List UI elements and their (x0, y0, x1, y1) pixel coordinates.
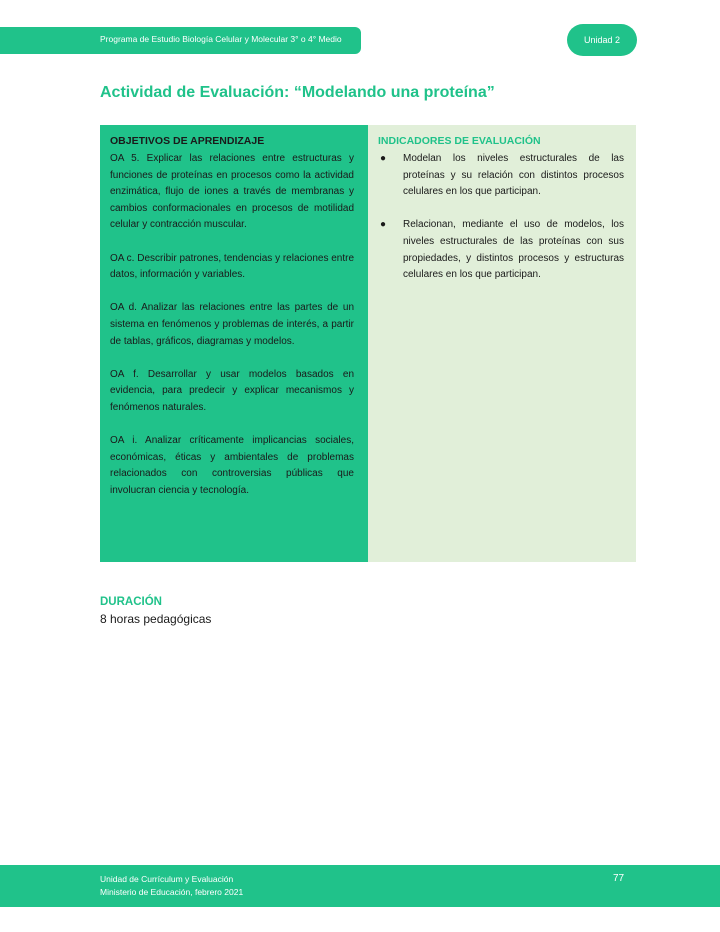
footer-ministry: Ministerio de Educación, febrero 2021 (100, 887, 244, 897)
objective-item: OA 5. Explicar las relaciones entre estructuras y funciones de proteínas en procesos como la actividad enzimática, flujo de iones a través de membranas y cambios conformacionales en procesos de motilidad celular y contracción muscular. (110, 153, 354, 231)
objective-item: OA i. Analizar críticamente implicancias sociales, económicas, éticas y ambientales de problemas relacionados con controversias públicas que involucran ciencia y tecnología. (110, 435, 354, 496)
indicator-text: Relacionan, mediante el uso de modelos, los niveles estructurales de las proteínas con sus propiedades, y distintos procesos y estructuras celulares en los que participan. (403, 219, 624, 281)
footer-bar (0, 865, 720, 907)
indicators-heading: INDICADORES DE EVALUACIÓN (378, 135, 541, 147)
page-title: Actividad de Evaluación: “Modelando una proteína” (100, 84, 495, 101)
indicator-item (378, 217, 624, 283)
bullet-icon: ● (380, 219, 387, 231)
indicators-list (378, 151, 624, 284)
objective-item: OA f. Desarrollar y usar modelos basados en evidencia, para predecir y explicar mecanismos y fenómenos naturales. (110, 368, 354, 413)
objective-item: OA c. Describir patrones, tendencias y relaciones entre datos, información y variables. (110, 252, 355, 281)
program-title: Programa de Estudio Biología Celular y Molecular 3° o 4° Medio (100, 34, 342, 44)
page-number: 77 (613, 873, 625, 884)
duration-value: 8 horas pedagógicas (100, 612, 212, 626)
duration-label: DURACIÓN (100, 596, 162, 608)
footer-unit: Unidad de Currículum y Evaluación (100, 874, 234, 884)
objectives-panel (100, 125, 368, 562)
bullet-icon: ● (380, 153, 387, 164)
indicator-text: Modelan los niveles estructurales de las proteínas y su relación con distintos procesos celulares en los que participan. (403, 153, 624, 198)
indicators-panel (368, 125, 636, 562)
objectives-heading: OBJETIVOS DE APRENDIZAJE (110, 135, 265, 147)
unit-badge: Unidad 2 (567, 24, 637, 56)
indicator-item (378, 151, 624, 201)
objective-item: OA d. Analizar las relaciones entre las partes de un sistema en fenómenos y problemas de interés, a partir de tablas, gráficos, diagramas y modelos. (110, 302, 354, 347)
